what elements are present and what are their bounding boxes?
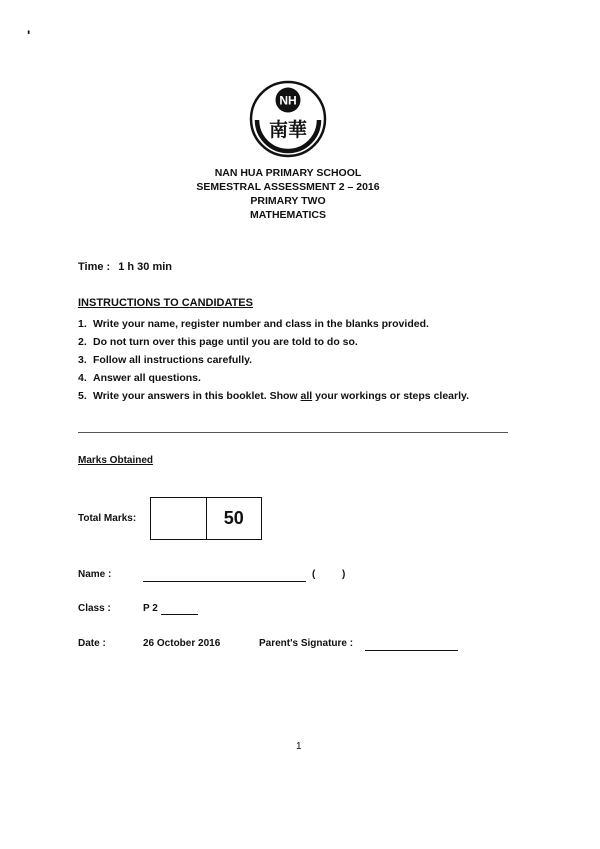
class-blank[interactable] (161, 614, 198, 615)
instruction-text: Do not turn over this page until you are told to do so. (93, 336, 358, 348)
instruction-text: Answer all questions. (93, 372, 201, 384)
instruction-number: 3. (78, 354, 87, 366)
instruction-text (93, 387, 498, 405)
parent-signature-blank[interactable] (365, 650, 458, 651)
register-number-close-paren: ) (342, 569, 346, 580)
class-value: P 2 (143, 603, 158, 614)
instruction-item (78, 351, 498, 369)
instruction-text-start: Write your answers in this booklet. Show (93, 390, 301, 402)
marks-box (150, 497, 262, 540)
instruction-number: 4. (78, 372, 87, 384)
time-value: 1 h 30 min (118, 261, 172, 273)
logo-monogram: NH (279, 93, 297, 108)
section-divider (78, 432, 508, 433)
instructions-title: INSTRUCTIONS TO CANDIDATES (78, 297, 253, 309)
class-label: Class : (78, 603, 111, 614)
marks-obtained-title: Marks Obtained (78, 455, 154, 466)
assessment-title: SEMESTRAL ASSESSMENT 2 – 2016 (196, 181, 380, 193)
name-blank[interactable] (143, 581, 306, 582)
instruction-number: 5. (78, 390, 87, 402)
instruction-item (78, 369, 498, 387)
instruction-number: 1. (78, 318, 87, 330)
parent-signature-label: Parent's Signature : (259, 638, 354, 649)
school-logo (249, 80, 327, 158)
instruction-item (78, 333, 498, 351)
instruction-text-end: your workings or steps clearly. (312, 390, 469, 402)
exam-header (100, 166, 476, 222)
time-allowed (78, 261, 172, 273)
register-number-open-paren: ( (312, 569, 316, 580)
school-name: NAN HUA PRIMARY SCHOOL (214, 167, 362, 179)
date-label: Date : (78, 638, 106, 649)
instruction-item (78, 315, 498, 333)
instruction-number: 2. (78, 336, 87, 348)
marks-obtained-cell[interactable] (151, 498, 207, 539)
instruction-text: Follow all instructions carefully. (93, 354, 253, 366)
date-value: 26 October 2016 (143, 638, 221, 649)
total-marks-label: Total Marks: (78, 513, 137, 524)
instructions-list (78, 315, 498, 405)
logo-chinese-name: 南華 (268, 119, 308, 141)
instruction-item (78, 387, 498, 405)
page-number: 1 (296, 741, 302, 752)
time-label: Time : (78, 261, 111, 273)
scan-speck: ' (27, 27, 31, 43)
subject: MATHEMATICS (249, 209, 327, 221)
level: PRIMARY TWO (250, 195, 326, 207)
total-marks-cell: 50 (223, 508, 244, 528)
name-label: Name : (78, 569, 112, 580)
instruction-emphasis: all (300, 390, 313, 402)
instruction-text: Write your name, register number and class in the blanks provided. (93, 318, 429, 330)
